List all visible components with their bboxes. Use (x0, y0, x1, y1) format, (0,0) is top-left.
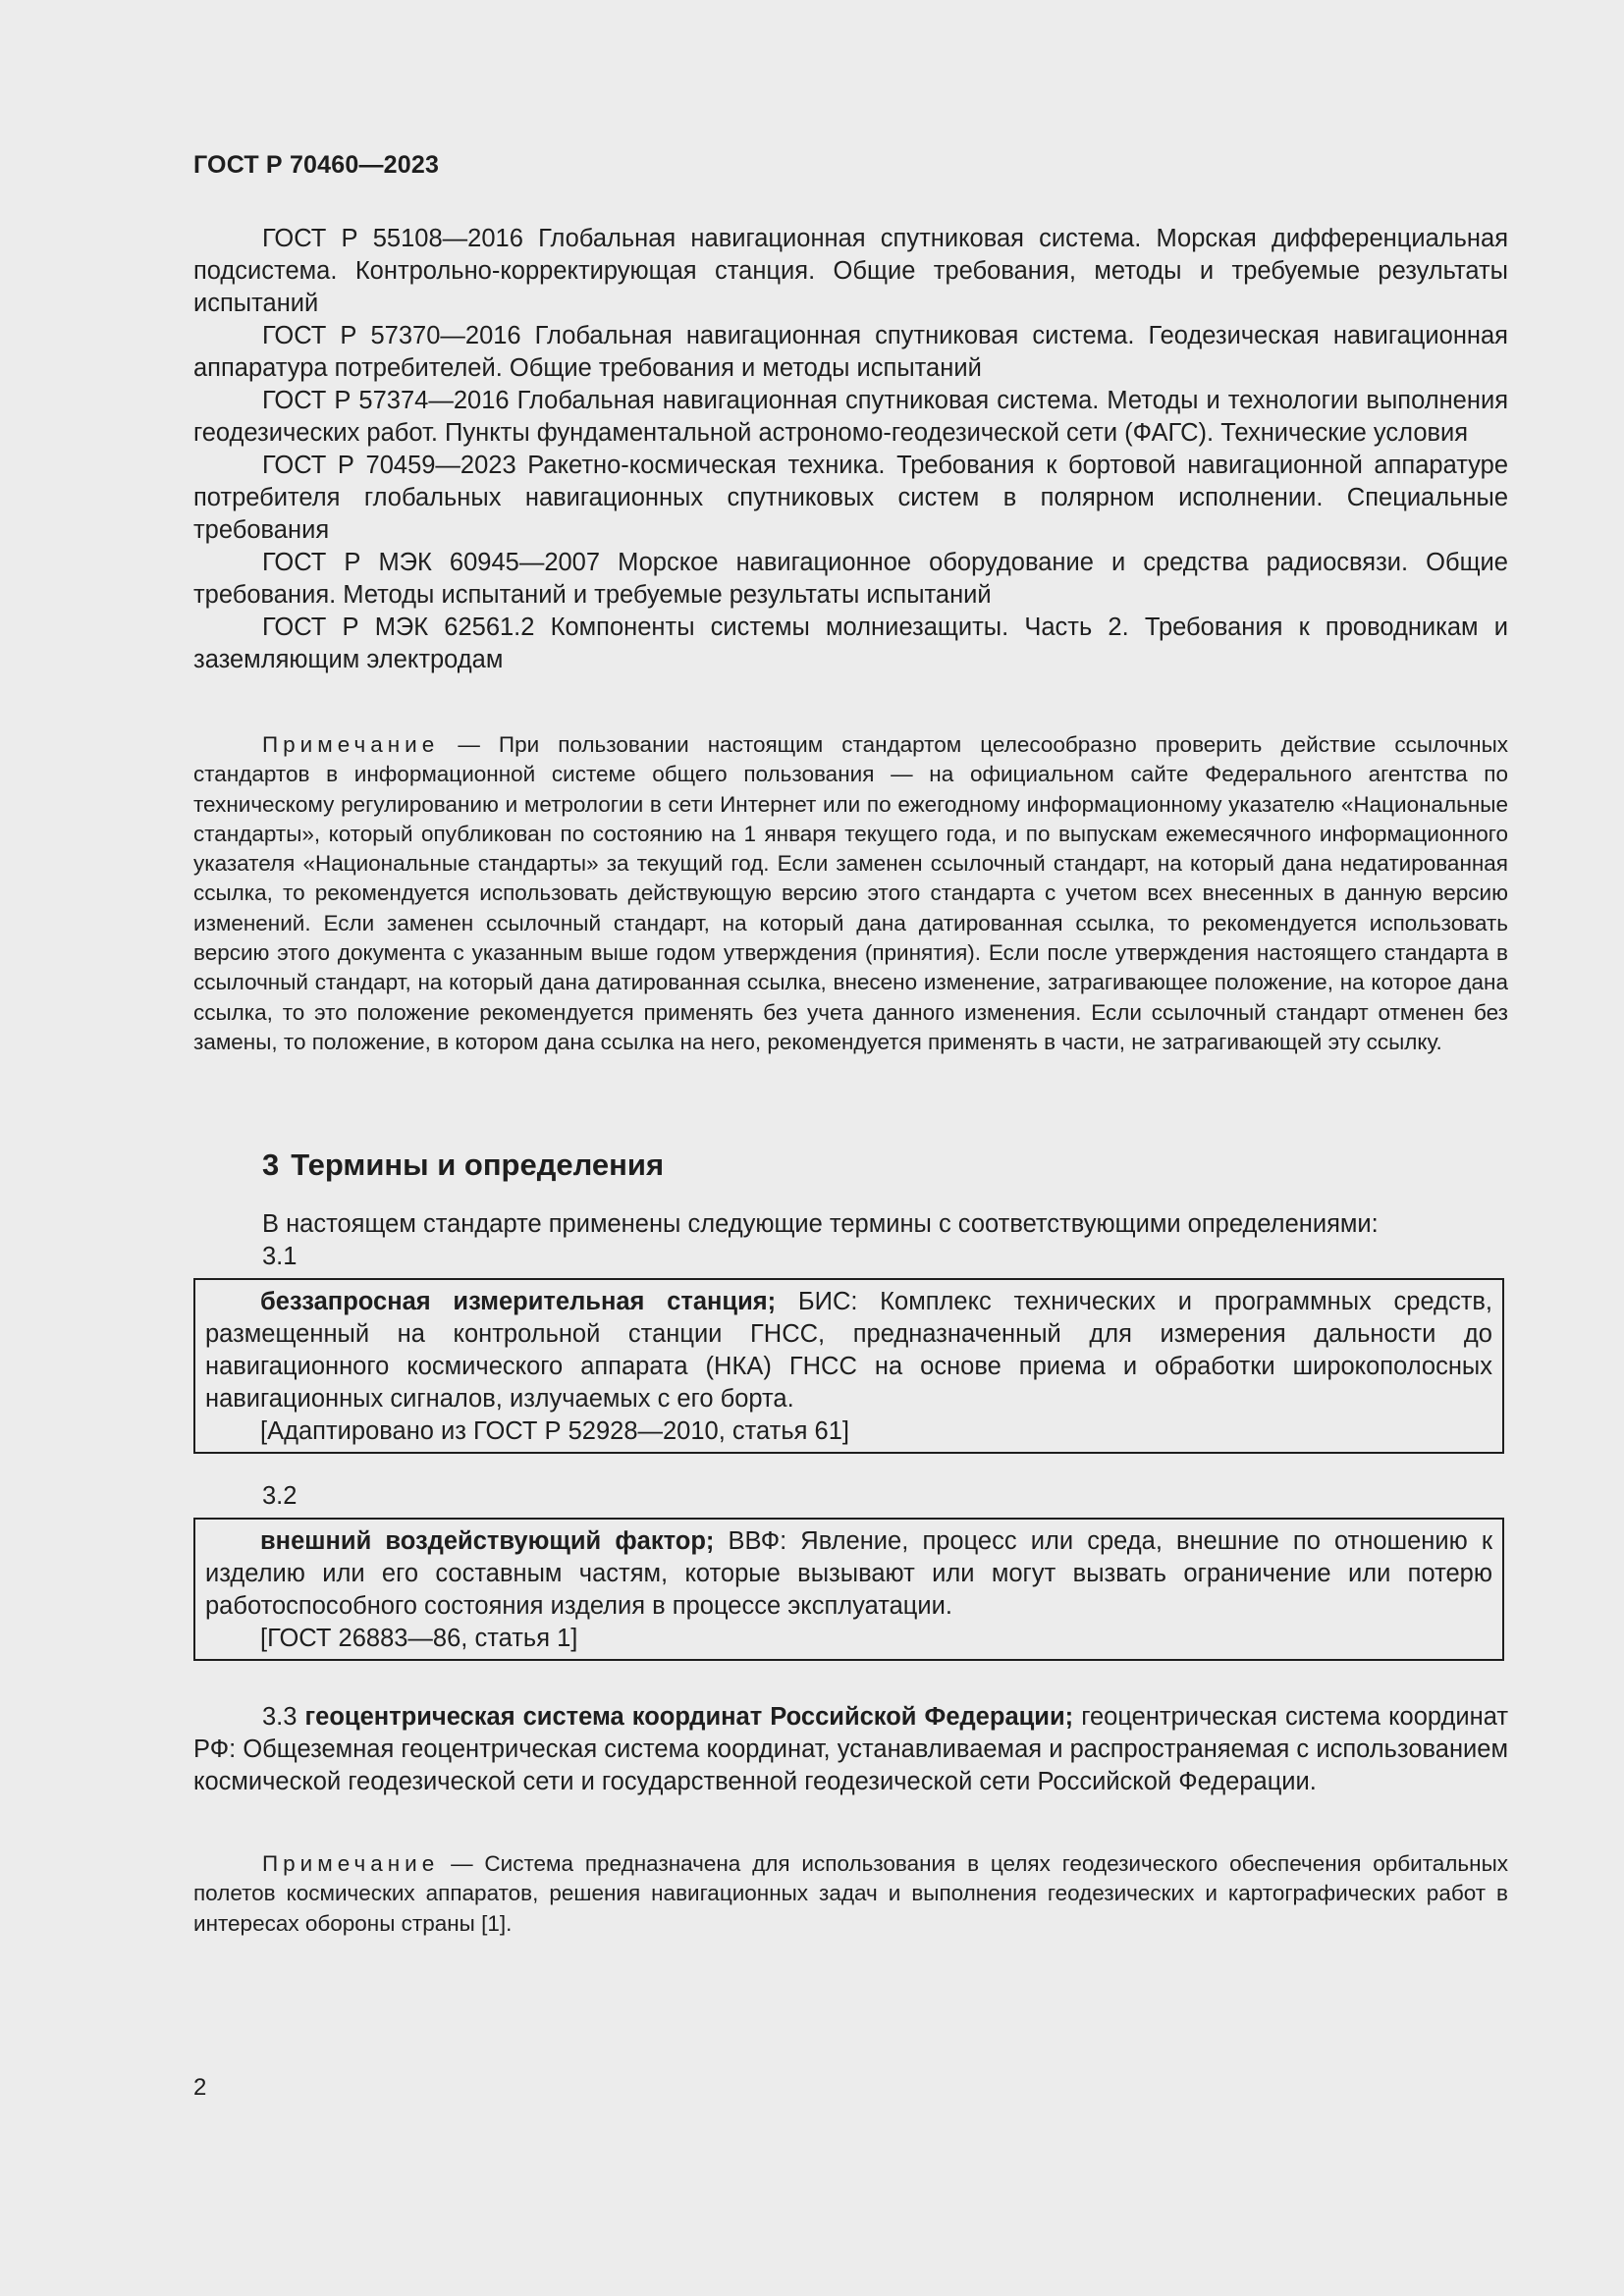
term-3-3 (193, 1701, 1508, 1798)
note-label: Примечание (262, 1851, 440, 1876)
term-number: 3.2 (262, 1482, 298, 1510)
document-code-header: ГОСТ Р 70460—2023 (193, 151, 440, 179)
term-note (193, 1849, 1508, 1939)
reference-item: ГОСТ Р 55108—2016 Глобальная навигационная спутниковая система. Морская дифференциальная подсистема. Контрольно-корректирующая станция. Общие требования, методы и требуемые результаты испытаний (193, 225, 1508, 317)
term-box-3-2 (193, 1518, 1504, 1661)
reference-item: ГОСТ Р 57370—2016 Глобальная навигационная спутниковая система. Геодезическая навигационная аппаратура потребителей. Общие требования и методы испытаний (193, 322, 1508, 382)
term-number: 3.3 (262, 1703, 298, 1731)
term-definition: ВВФ: Явление, процесс или среда, внешние по отношению к изделию или его составным частям, которые вызывают или могут вызвать ограничение или потерю работоспособного состояния изделия в процессе эксплуатации. (205, 1527, 1492, 1620)
section-number: 3 (262, 1148, 280, 1182)
section-title: Термины и определения (291, 1148, 665, 1182)
section-intro: В настоящем стандарте применены следующие термины с соответствующими определениями: (262, 1210, 1379, 1238)
term-number: 3.1 (262, 1243, 298, 1270)
section-heading (262, 1148, 664, 1183)
term-name: геоцентрическая система координат Российской Федерации; (304, 1703, 1074, 1731)
page-number: 2 (193, 2074, 207, 2101)
reference-item: ГОСТ Р 57374—2016 Глобальная навигационная спутниковая система. Методы и технологии выполнения геодезических работ. Пункты фундаментальной астрономо-геодезической сети (ФАГС). Технические условия (193, 387, 1508, 447)
reference-item: ГОСТ Р 70459—2023 Ракетно-космическая техника. Требования к бортовой навигационной аппаратуре потребителя глобальных навигационных спутниковых систем в полярном исполнении. Специальные требования (193, 452, 1508, 544)
note-text: — Система предназначена для использования в целях геодезического обеспечения орбитальных полетов космических аппаратов, решения навигационных задач и выполнения геодезических и картографических работ в интересах обороны страны [1]. (193, 1851, 1508, 1936)
term-box-3-1 (193, 1278, 1504, 1454)
reference-item: ГОСТ Р МЭК 62561.2 Компоненты системы молниезащиты. Часть 2. Требования к проводникам и заземляющим электродам (193, 614, 1508, 673)
note-text: — При пользовании настоящим стандартом целесообразно проверить действие ссылочных стандартов в информационной системе общего пользования — на официальном сайте Федерального агентства по техническому регулированию и метрологии в сети Интернет или по ежегодному информационному указателю «Национальные стандарты», который опубликован по состоянию на 1 января текущего года, и по выпускам ежемесячного информационного указателя «Национальные стандарты» за текущий год. Если заменен ссылочный стандарт, на который дана недатированная ссылка, то рекомендуется использовать действующую версию этого стандарта с учетом всех внесенных в данную версию изменений. Если заменен ссылочный стандарт, на который дана датированная ссылка, то рекомендуется использовать версию этого документа с указанным выше годом утверждения (принятия). Если после утверждения настоящего стандарта в ссылочный стандарт, на который дана датированная ссылка, внесено изменение, затрагивающее положение, на которое дана ссылка, то это положение рекомендуется применять без учета данного изменения. Если ссылочный стандарт отменен без замены, то положение, в котором дана ссылка на него, рекомендуется применять в части, не затрагивающей эту ссылку. (193, 732, 1508, 1054)
note-label: Примечание (262, 732, 440, 757)
reference-item: ГОСТ Р МЭК 60945—2007 Морское навигационное оборудование и средства радиосвязи. Общие требования. Методы испытаний и требуемые результаты испытаний (193, 549, 1508, 609)
term-name: беззапросная измерительная станция; (260, 1288, 777, 1315)
document-page (193, 0, 1508, 2296)
term-name: внешний воздействующий фактор; (260, 1527, 715, 1555)
term-source: [Адаптировано из ГОСТ Р 52928—2010, статья 61] (260, 1417, 849, 1445)
term-source: [ГОСТ 26883—86, статья 1] (260, 1625, 578, 1652)
term-definition: геоцентрическая система координат РФ: Общеземная геоцентрическая система координат, устанавливаемая и распространяемая с использованием космической геодезической сети и государственной геодезической сети Российской Федерации. (193, 1703, 1509, 1795)
normative-references-list (193, 223, 1508, 676)
term-definition: БИС: Комплекс технических и программных средств, размещенный на контрольной станции ГНСС, предназначенный для измерения дальности до навигационного космического аппарата (НКА) ГНСС на основе приема и обработки широкополосных навигационных сигналов, излучаемых с его борта. (205, 1288, 1492, 1413)
references-note (193, 730, 1508, 1057)
